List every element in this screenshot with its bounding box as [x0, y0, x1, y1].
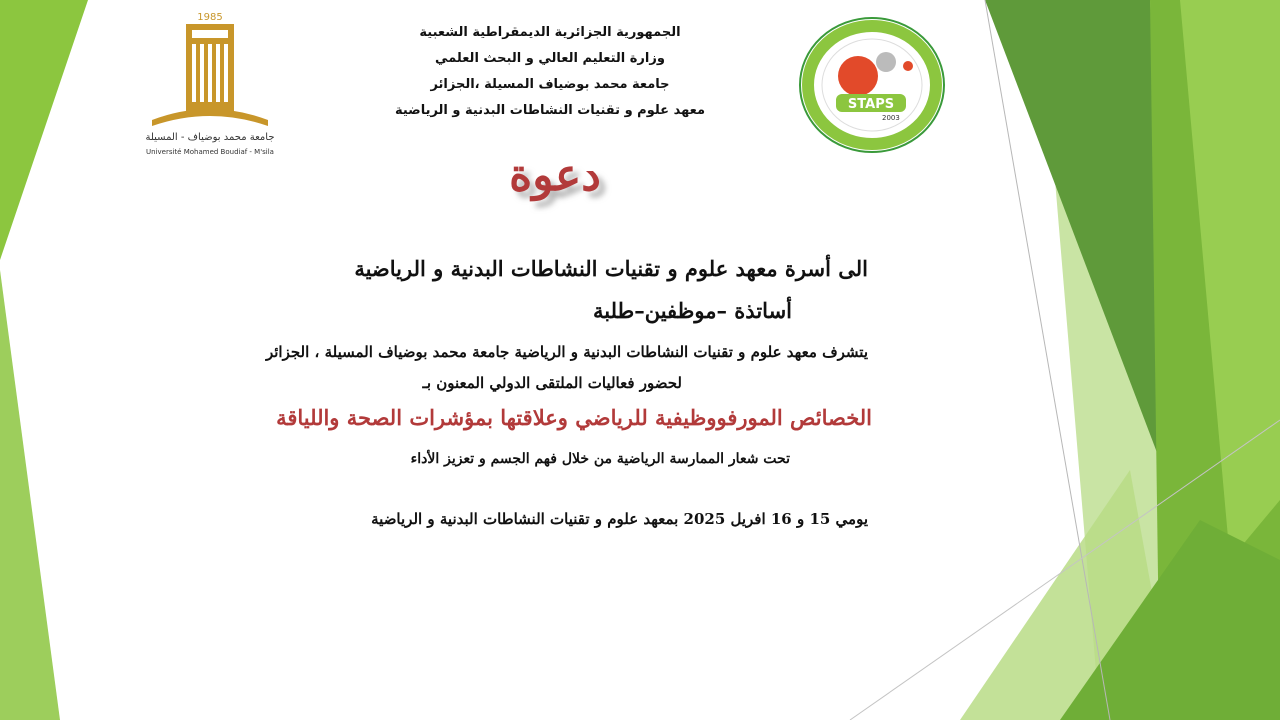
- honor-line: يتشرف معهد علوم و تقنيات النشاطات البدنية و الرياضية جامعة محمد بوضياف المسيلة ، الجزائر: [265, 343, 868, 361]
- header-ministry: وزارة التعليم العالي و البحث العلمي: [435, 51, 665, 66]
- audience-line: أساتذة –موظفين–طلبة: [592, 298, 792, 323]
- left-bottom-stripe: [0, 270, 60, 720]
- attend-line: لحضور فعاليات الملتقى الدولي المعنون بـ: [422, 374, 682, 392]
- logo-year: 1985: [197, 12, 223, 23]
- event-title: الخصائص المورفووظيفية للرياضي وعلاقتها بمؤشرات الصحة واللياقة: [276, 405, 872, 430]
- invitation-title: دعوة: [509, 150, 601, 201]
- slogan-line: تحت شعار الممارسة الرياضية من خلال فهم الجسم و تعزيز الأداء: [410, 451, 790, 467]
- to-family-line: الى أسرة معهد علوم و تقنيات النشاطات البدنية و الرياضية: [354, 256, 868, 281]
- staps-label: STAPS: [847, 97, 895, 112]
- book-icon: [152, 109, 268, 126]
- university-logo: [130, 8, 290, 158]
- left-top-stripe: [0, 0, 88, 260]
- header-republic: الجمهورية الجزائرية الديمقراطية الشعبية: [419, 25, 681, 40]
- staps-year: 2003: [882, 114, 900, 122]
- header-university: جامعة محمد بوضياف المسيلة ،الجزائر: [430, 77, 670, 92]
- logo-arabic-name: جامعة محمد بوضياف - المسيلة: [145, 132, 275, 143]
- dates-location-line: يومي 15 و 16 افريل 2025 بمعهد علوم و تقنيات النشاطات البدنية و الرياضية: [371, 510, 868, 528]
- logo-french-name: Université Mohamed Boudiaf - M'sila: [146, 148, 274, 156]
- staps-logo: [798, 16, 946, 154]
- institution-header: [380, 20, 720, 124]
- header-institute: معهد علوم و تقنيات النشاطات البدنية و الرياضية: [394, 103, 706, 118]
- runner-icon: [838, 56, 878, 96]
